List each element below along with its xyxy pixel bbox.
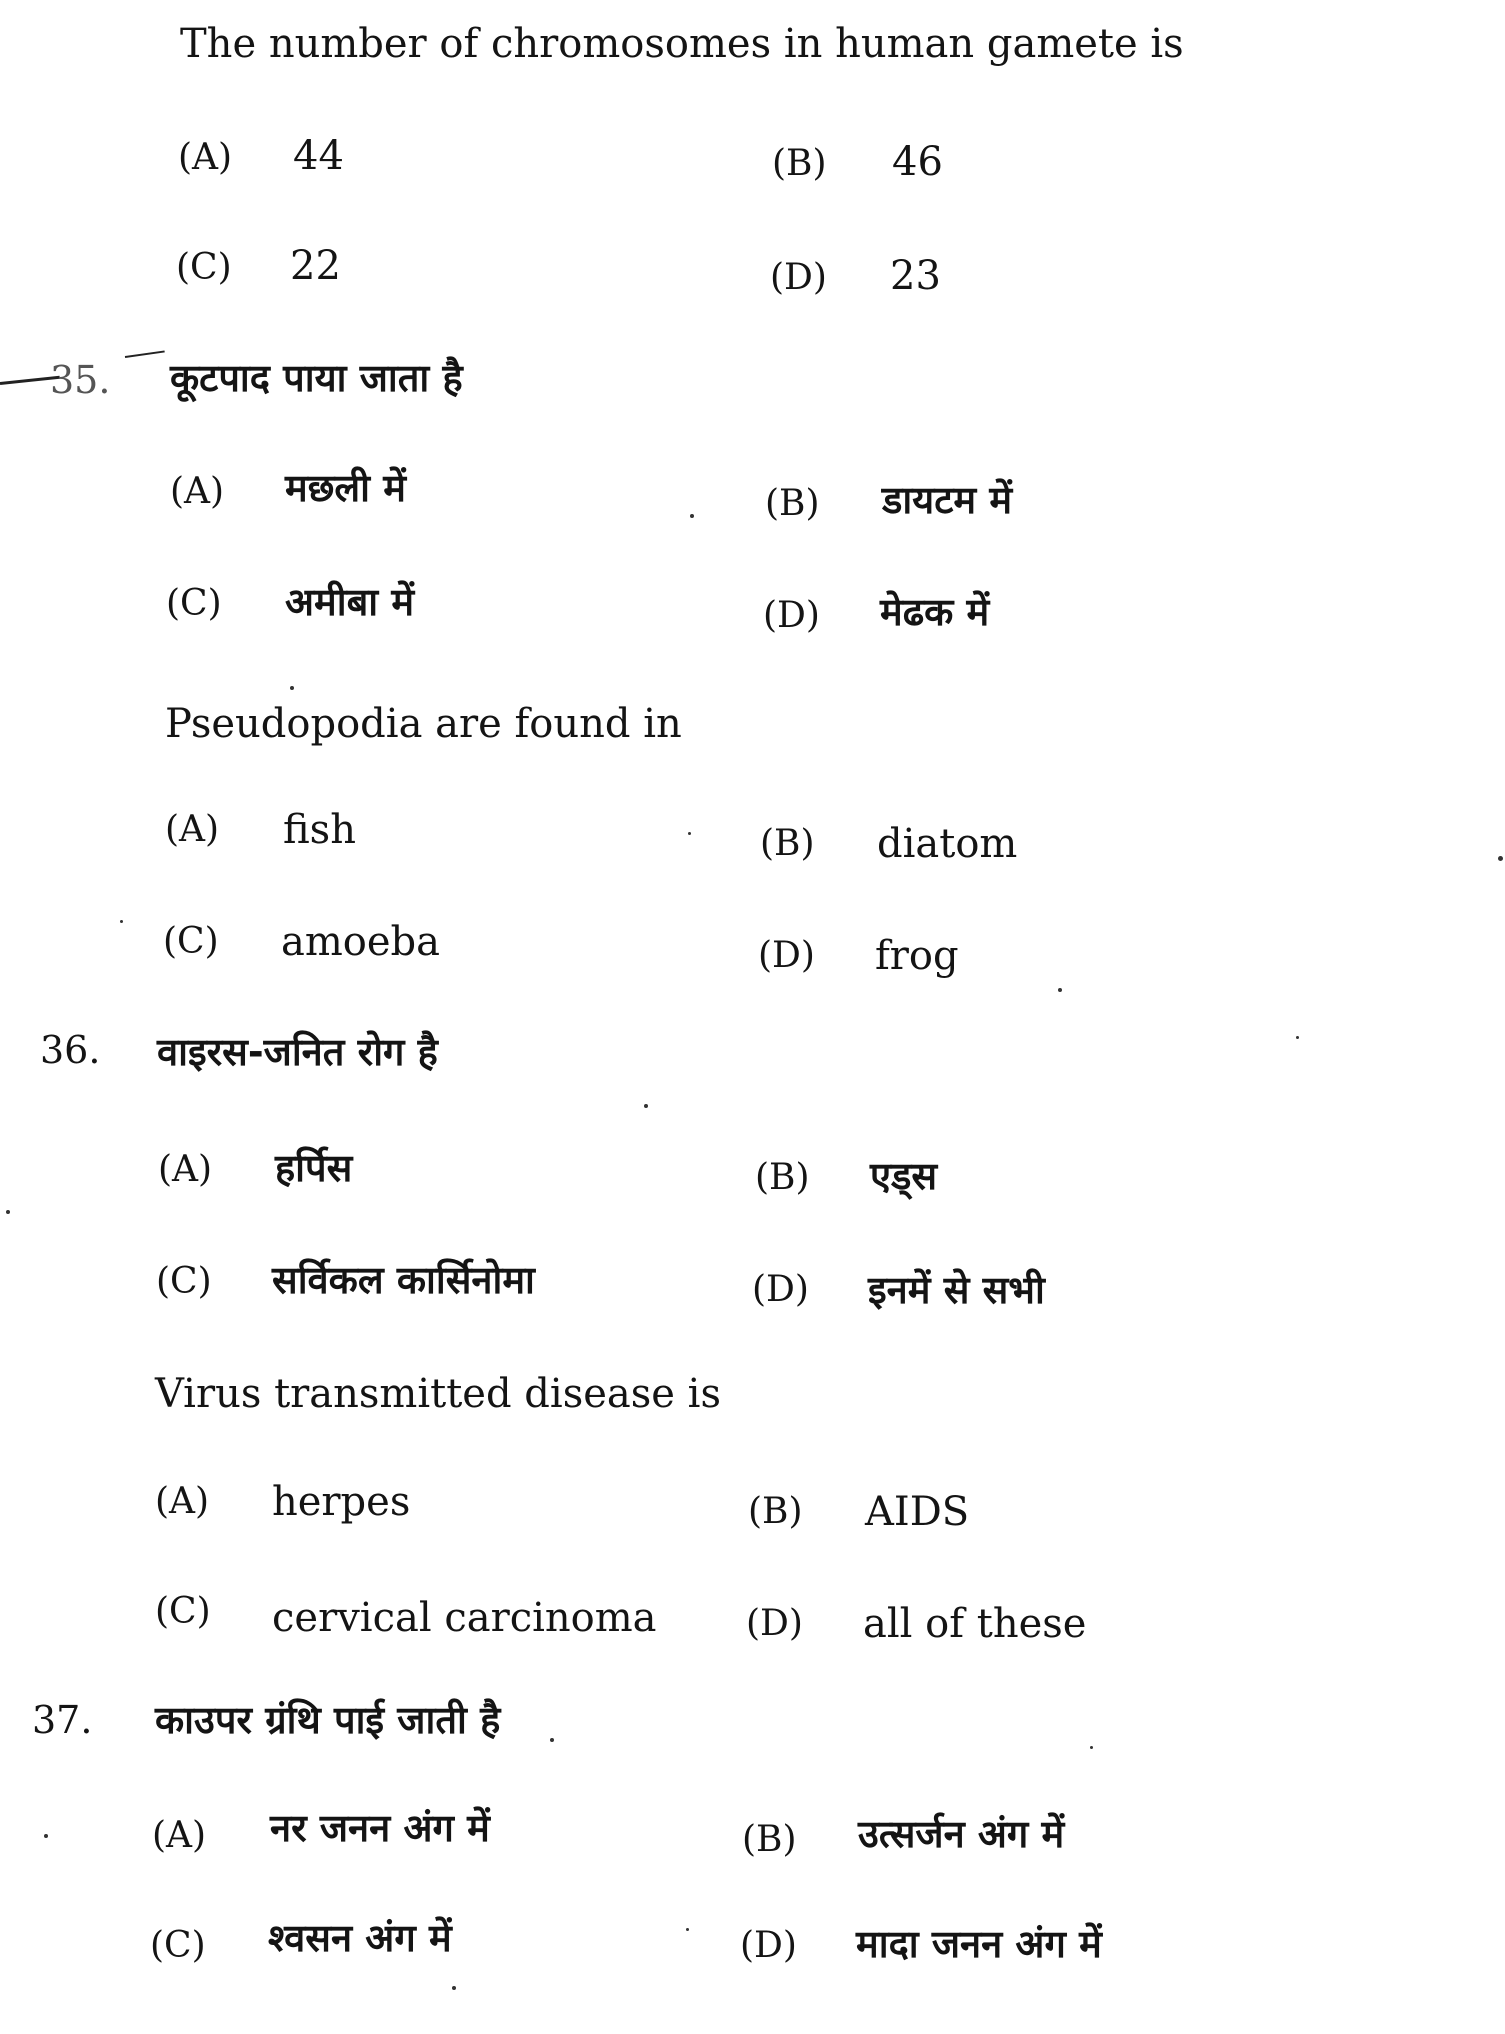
option-letter: (D) (763, 595, 820, 636)
question-number: 35. (50, 358, 111, 402)
option-letter: (A) (178, 137, 233, 178)
option-text: नर जनन अंग में (270, 1806, 490, 1850)
option-letter: (A) (155, 1481, 210, 1522)
scan-speck (6, 1210, 10, 1214)
option-text: cervical carcinoma (272, 1595, 657, 1641)
option-text: 23 (890, 253, 941, 299)
option-text: डायटम में (882, 478, 1013, 522)
scan-speck (690, 514, 694, 518)
option-text: all of these (863, 1601, 1087, 1647)
option-text: मादा जनन अंग में (856, 1922, 1102, 1966)
option-letter: (B) (765, 483, 820, 524)
option-text: अमीबा में (285, 580, 415, 624)
option-text: 44 (293, 133, 344, 179)
option-text: इनमें से सभी (868, 1268, 1045, 1312)
scan-speck (1090, 1746, 1093, 1749)
scan-speck (688, 832, 691, 835)
option-text: एड्स (870, 1154, 938, 1198)
option-text: उत्सर्जन अंग में (858, 1812, 1065, 1856)
option-letter: (D) (746, 1603, 803, 1644)
option-letter: (C) (166, 583, 222, 624)
option-letter: (B) (760, 823, 815, 864)
option-text: मेढक में (880, 590, 990, 634)
scan-speck (686, 1928, 689, 1931)
option-letter: (B) (772, 143, 827, 184)
scan-speck (452, 1986, 456, 1990)
option-text: frog (875, 933, 959, 979)
option-text: श्वसन अंग में (268, 1916, 452, 1960)
option-text: सर्विकल कार्सिनोमा (272, 1258, 535, 1302)
scan-speck (290, 686, 294, 690)
scan-speck (1296, 1036, 1299, 1039)
option-text: fish (283, 807, 356, 853)
question-35-hindi: कूटपाद पाया जाता है (170, 356, 463, 400)
option-text: amoeba (281, 919, 440, 965)
option-letter: (C) (163, 921, 219, 962)
scan-speck (1058, 988, 1062, 992)
option-letter: (D) (770, 257, 827, 298)
option-letter: (A) (152, 1815, 207, 1856)
option-text: 46 (892, 139, 943, 185)
question-35-english: Pseudopodia are found in (165, 701, 682, 747)
option-letter: (C) (155, 1591, 211, 1632)
option-text: AIDS (865, 1489, 970, 1535)
question-36-english: Virus transmitted disease is (155, 1371, 721, 1417)
question-number: 37. (32, 1698, 93, 1742)
question-number: 36. (40, 1028, 101, 1072)
option-text: 22 (290, 243, 341, 289)
option-letter: (C) (150, 1925, 206, 1966)
option-letter: (B) (755, 1157, 810, 1198)
option-letter: (D) (758, 935, 815, 976)
option-letter: (D) (740, 1925, 797, 1966)
scan-speck (1498, 856, 1503, 861)
scan-speck (44, 1834, 48, 1838)
scan-speck (120, 920, 123, 923)
question-36-hindi: वाइरस-जनित रोग है (157, 1030, 438, 1074)
option-text: diatom (877, 821, 1018, 867)
option-letter: (B) (748, 1491, 803, 1532)
option-letter: (C) (176, 247, 232, 288)
scan-speck (550, 1738, 554, 1742)
scan-speck (644, 1104, 648, 1108)
option-text: मछली में (285, 466, 406, 510)
option-letter: (C) (156, 1261, 212, 1302)
option-letter: (A) (165, 809, 220, 850)
option-letter: (A) (158, 1149, 213, 1190)
option-letter: (B) (742, 1819, 797, 1860)
question-34-english: The number of chromosomes in human gamete is (180, 21, 1184, 67)
option-letter: (D) (752, 1269, 809, 1310)
option-text: हर्पिस (275, 1146, 353, 1190)
question-37-hindi: काउपर ग्रंथि पाई जाती है (155, 1698, 501, 1742)
option-text: herpes (272, 1479, 411, 1525)
option-letter: (A) (170, 471, 225, 512)
pen-mark (125, 350, 165, 358)
